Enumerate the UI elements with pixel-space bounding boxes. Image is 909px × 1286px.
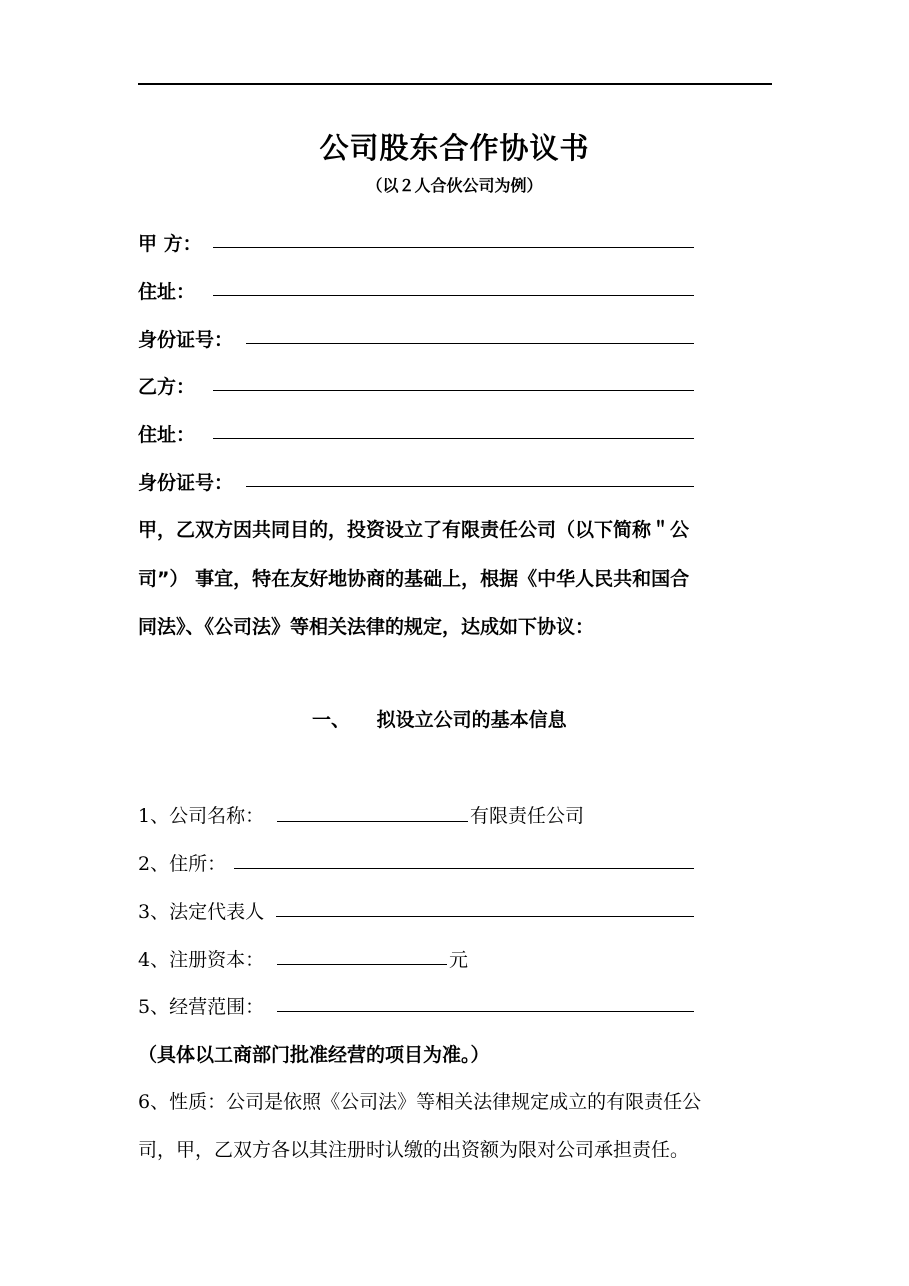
- party-b-blank[interactable]: [213, 390, 694, 391]
- party-a-label: 甲 方：: [138, 233, 202, 255]
- company-name-suffix: 有限责任公司: [470, 805, 585, 827]
- document-title: 公司股东合作协议书: [319, 131, 590, 165]
- intro-line-3: 同法》、《公司法》等相关法律的规定，达成如下协议：: [138, 616, 595, 638]
- scope-blank[interactable]: [277, 1011, 694, 1012]
- scope-note: （具体以工商部门批准经营的项目为准。）: [138, 1044, 490, 1066]
- document-subtitle: （以２人合伙公司为例）: [366, 176, 543, 195]
- party-b-address-blank[interactable]: [213, 438, 694, 439]
- header-rule: [138, 83, 772, 85]
- nature-line-1: 6、性质：公司是依照《公司法》等相关法律规定成立的有限责任公: [138, 1091, 702, 1113]
- nature-line-2: 司，甲，乙双方各以其注册时认缴的出资额为限对公司承担责任。: [138, 1139, 690, 1161]
- section-1-heading: [312, 705, 567, 732]
- party-a-id-blank[interactable]: [246, 343, 694, 344]
- section-1-title: 拟设立公司的基本信息: [376, 709, 567, 731]
- capital-suffix: 元: [449, 949, 469, 971]
- capital-label: 4、注册资本：: [138, 949, 265, 971]
- party-a-address-label: 住址：: [138, 281, 196, 303]
- section-1-number: 一、: [312, 709, 351, 731]
- party-b-id-blank[interactable]: [246, 486, 694, 487]
- party-b-id-label: 身份证号：: [138, 472, 234, 494]
- capital-blank[interactable]: [277, 964, 447, 965]
- scope-label: 5、经营范围：: [138, 996, 265, 1018]
- party-a-address-blank[interactable]: [213, 295, 694, 296]
- party-b-address-label: 住址：: [138, 424, 196, 446]
- address-label: 2、住所：: [138, 853, 227, 875]
- company-name-label: 1、公司名称：: [138, 805, 265, 827]
- party-a-id-label: 身份证号：: [138, 329, 234, 351]
- representative-label: 3、法定代表人: [138, 901, 265, 923]
- intro-line-1: 甲，乙双方因共同目的，投资设立了有限责任公司（以下简称＂公: [138, 519, 690, 541]
- address-blank[interactable]: [234, 868, 694, 869]
- company-name-blank[interactable]: [277, 821, 468, 822]
- intro-line-2: 司”） 事宜，特在友好地协商的基础上，根据《中华人民共和国合: [138, 568, 690, 590]
- party-a-blank[interactable]: [213, 247, 694, 248]
- representative-blank[interactable]: [276, 916, 694, 917]
- party-b-label: 乙方：: [138, 376, 196, 398]
